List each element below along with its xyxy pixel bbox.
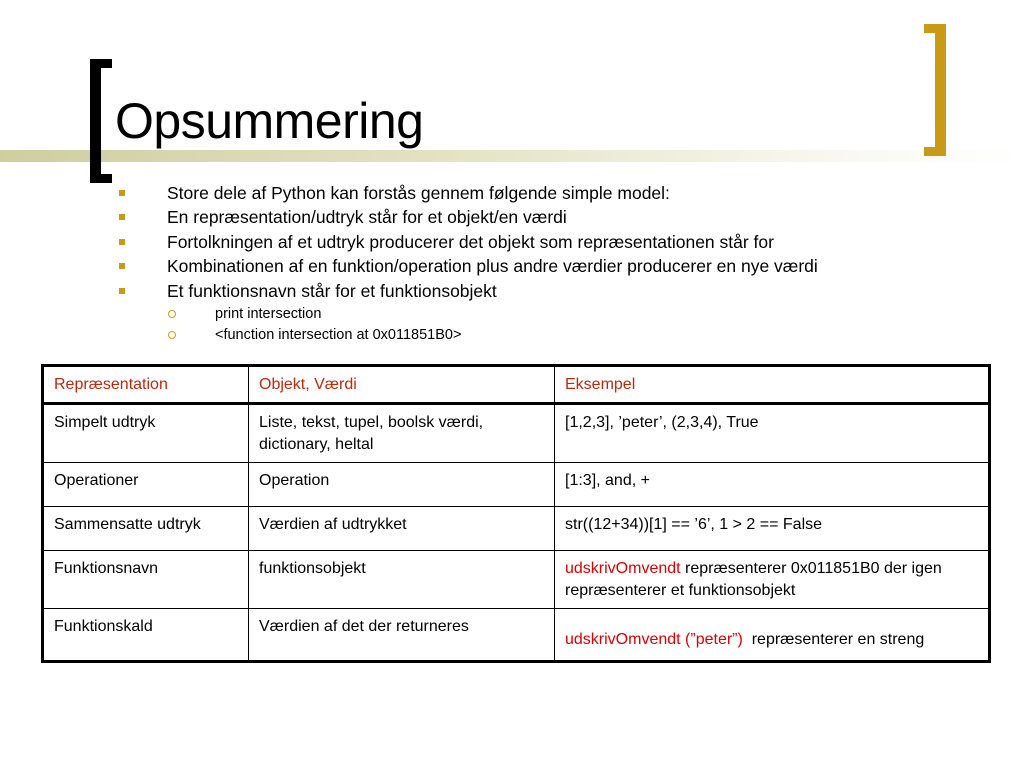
bullet-item <box>117 182 818 206</box>
square-bullet-icon <box>119 288 125 294</box>
header-representation: Repræsentation <box>43 366 249 404</box>
bullet-item <box>117 231 818 255</box>
table-row <box>43 463 990 507</box>
cell-example <box>555 609 990 662</box>
circle-bullet-icon <box>168 310 176 318</box>
table-row <box>43 609 990 662</box>
cell-example: str((12+34))[1] == ’6’, 1 > 2 == False <box>555 507 990 551</box>
bullet-text: Et funktionsnavn står for et funktionsobjekt <box>167 280 497 301</box>
sub-bullet-text: <function intersection at 0x011851B0> <box>215 326 462 343</box>
bullet-text: Fortolkningen af et udtryk producerer det objekt som repræsentationen står for <box>167 231 774 252</box>
bullet-text: Store dele af Python kan forstås gennem følgende simple model: <box>167 183 670 203</box>
bullet-list <box>117 182 818 346</box>
title-band <box>0 150 1024 162</box>
header-object-value: Objekt, Værdi <box>249 366 555 404</box>
table-row <box>43 507 990 551</box>
cell-object-value: Værdien af det der returneres <box>249 609 555 662</box>
bullet-text: Kombinationen af en funktion/operation plus andre værdier producerer en nye værdi <box>167 256 818 277</box>
slide-title: Opsummering <box>115 93 424 149</box>
highlight-text: udskrivOmvendt <box>565 560 681 577</box>
sub-bullet-text: print intersection <box>215 305 322 322</box>
cell-object-value: funktionsobjekt <box>249 551 555 609</box>
sub-bullet-item <box>117 325 818 346</box>
highlight-text: udskrivOmvendt (”peter”) <box>565 631 743 648</box>
cell-representation: Sammensatte udtryk <box>43 507 249 551</box>
bullet-item <box>117 280 818 304</box>
cell-representation: Funktionskald <box>43 609 249 662</box>
square-bullet-icon <box>119 239 125 245</box>
cell-object-value: Liste, tekst, tupel, boolsk værdi, dictionary, heltal <box>249 404 555 463</box>
bullet-item <box>117 206 818 230</box>
square-bullet-icon <box>119 263 125 269</box>
cell-representation: Simpelt udtryk <box>43 404 249 463</box>
square-bullet-icon <box>119 190 125 196</box>
cell-representation: Funktionsnavn <box>43 551 249 609</box>
bullet-text: En repræsentation/udtryk står for et objekt/en værdi <box>167 207 567 228</box>
sub-bullet-container <box>117 304 818 346</box>
summary-table <box>41 364 991 663</box>
table-row <box>43 551 990 609</box>
cell-object-value: Operation <box>249 463 555 507</box>
cell-example-rest: repræsenterer 0x011851B0 der igen repræsenterer et funktionsobjekt <box>565 560 942 599</box>
table-row <box>43 404 990 463</box>
cell-example <box>555 551 990 609</box>
left-bracket-decoration <box>90 59 108 183</box>
cell-example: [1:3], and, + <box>555 463 990 507</box>
circle-bullet-icon <box>168 331 176 339</box>
table-header-row <box>43 366 990 404</box>
sub-bullet-item <box>117 304 818 325</box>
square-bullet-icon <box>119 214 125 220</box>
cell-representation: Operationer <box>43 463 249 507</box>
cell-object-value: Værdien af udtrykket <box>249 507 555 551</box>
bullet-item <box>117 255 818 279</box>
header-example: Eksempel <box>555 366 990 404</box>
cell-example: [1,2,3], ’peter’, (2,3,4), True <box>555 404 990 463</box>
right-bracket-decoration <box>924 24 946 156</box>
cell-example-rest: repræsenterer en streng <box>742 631 925 648</box>
sub-bullet-list <box>117 304 818 346</box>
